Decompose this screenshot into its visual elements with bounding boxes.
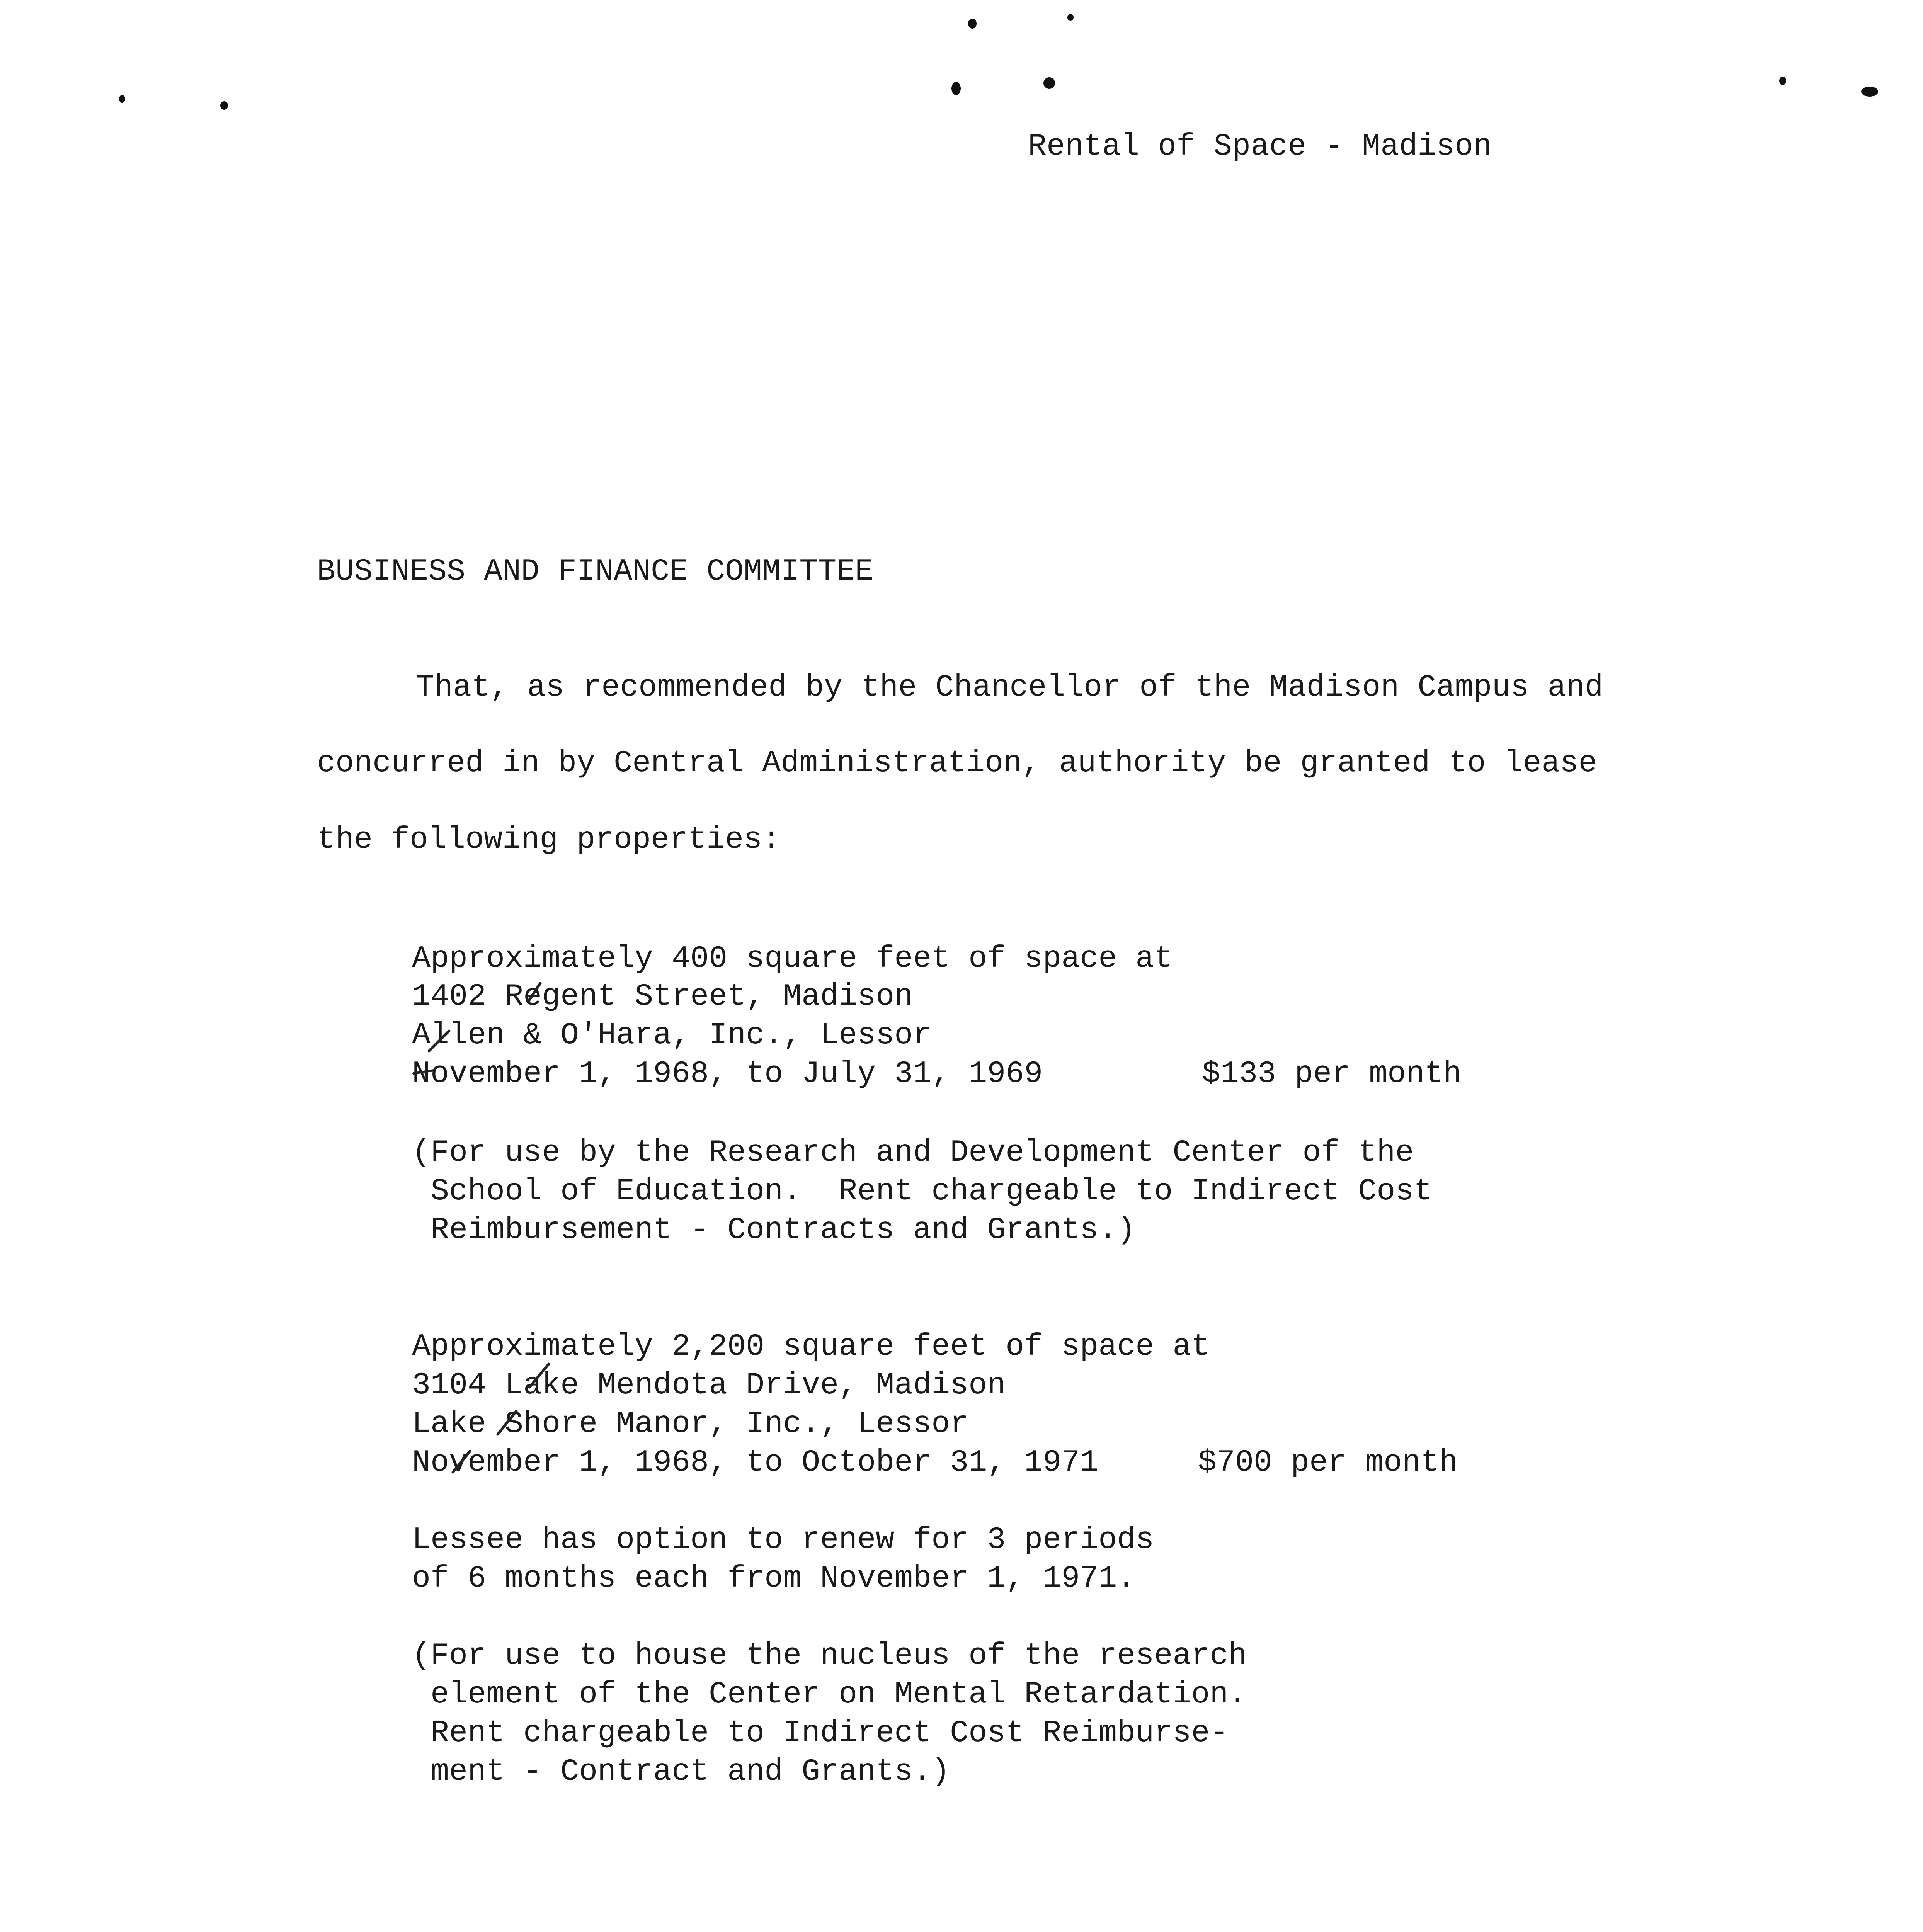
lease-lessor: Lake Shore Manor, Inc., Lessor [412, 1406, 969, 1442]
lease-rent: $133 per month [1202, 1056, 1462, 1092]
resolution-line: the following properties: [317, 822, 781, 857]
committee-heading: BUSINESS AND FINANCE COMMITTEE [317, 554, 874, 589]
lease-note: (For use to house the nucleus of the research [412, 1638, 1247, 1673]
lease-space: Approximately 2,200 square feet of space at [412, 1329, 1210, 1364]
document-title: Rental of Space - Madison [1028, 129, 1492, 164]
lease-option: of 6 months each from November 1, 1971. [412, 1561, 1136, 1596]
lease-note: School of Education. Rent chargeable to Indirect Cost [412, 1174, 1433, 1209]
lease-option: Lessee has option to renew for 3 periods [412, 1522, 1154, 1558]
lease-term: November 1, 1968, to October 31, 1971 [412, 1445, 1099, 1480]
lease-address: 1402 Regent Street, Madison [412, 979, 913, 1014]
lease-note: ment - Contract and Grants.) [412, 1754, 950, 1789]
resolution-line: concurred in by Central Administration, authority be granted to lease [317, 746, 1597, 781]
resolution-line: That, as recommended by the Chancellor of the Madison Campus and [416, 670, 1603, 705]
lease-note: Reimbursement - Contracts and Grants.) [412, 1213, 1136, 1248]
lease-space: Approximately 400 square feet of space at [412, 941, 1173, 976]
lease-note: Rent chargeable to Indirect Cost Reimburse- [412, 1716, 1229, 1751]
lease-address: 3104 Lake Mendota Drive, Madison [412, 1368, 1006, 1403]
lease-rent: $700 per month [1198, 1445, 1458, 1480]
lease-note: element of the Center on Mental Retardation. [412, 1677, 1247, 1712]
lease-lessor: Allen & O'Hara, Inc., Lessor [412, 1018, 932, 1053]
lease-term: November 1, 1968, to July 31, 1969 [412, 1056, 1043, 1092]
lease-note: (For use by the Research and Development Center of the [412, 1135, 1414, 1170]
